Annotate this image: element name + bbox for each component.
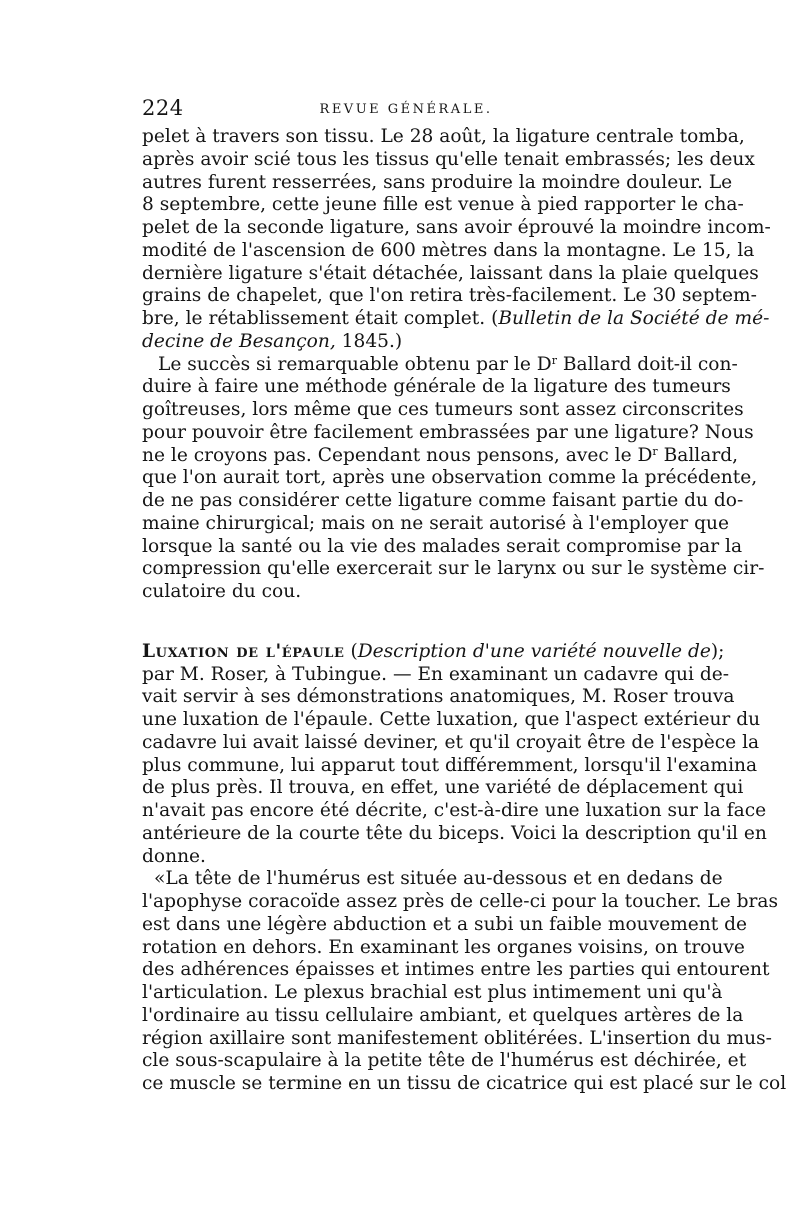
page-header: [142, 96, 670, 122]
text-line: [142, 308, 770, 331]
text-line: culatoire du cou.: [142, 581, 302, 602]
text-line: goîtreuses, lors même que ces tumeurs sont assez circonscrites: [142, 399, 744, 420]
text-run: (: [344, 640, 358, 662]
text-line: dernière ligature s'était détachée, laissant dans la plaie quelques: [142, 262, 759, 284]
text-line: une luxation de l'épaule. Cette luxation, que l'aspect extérieur du: [142, 709, 761, 730]
text-line: autres furent resserrées, sans produire la moindre douleur. Le: [142, 171, 733, 193]
text-line: après avoir scié tous les tissus qu'elle tenait embrassés; les deux: [142, 148, 755, 170]
text-run: Le succès si remarquable obtenu par le D: [158, 353, 552, 375]
text-line: l'articulation. Le plexus brachial est plus intimement uni qu'à: [142, 982, 723, 1003]
text-line: ce muscle se termine en un tissu de cicatrice qui est placé sur le col: [142, 1073, 787, 1094]
text-run: bre, le rétablissement était complet. (: [142, 308, 499, 329]
text-line: [142, 444, 739, 468]
text-line: donne.: [142, 845, 206, 867]
text-line: est dans une légère abduction et a subi un faible mouvement de: [142, 913, 748, 935]
paragraph-discussion: [142, 353, 765, 604]
text-line: [142, 353, 738, 377]
text-line: pelet à travers son tissu. Le 28 août, la ligature centrale tomba,: [142, 126, 745, 147]
text-line: compression qu'elle exercerait sur le larynx ou sur le système cir-: [142, 558, 765, 580]
text-line: cadavre lui avait laissé deviner, et qu'il croyait être de l'espèce la: [142, 731, 760, 753]
text-line: que l'on aurait tort, après une observation comme la précédente,: [142, 467, 758, 489]
text-line: des adhérences épaisses et intimes entre les parties qui entourent: [142, 959, 770, 981]
text-run: ne le croyons pas. Cependant nous pensons, avec le D: [142, 444, 653, 466]
citation-year: 1845.): [335, 330, 403, 352]
text-line: 8 septembre, cette jeune fille est venue à pied rapporter le cha-: [142, 194, 744, 216]
text-line: n'avait pas encore été décrite, c'est-à-dire une luxation sur la face: [142, 800, 767, 821]
superscript: r: [652, 444, 658, 458]
text-line: l'apophyse coracoïde assez près de celle-ci pour la toucher. Le bras: [142, 891, 779, 912]
paragraph-ligature-case: [142, 126, 771, 354]
text-line: de plus près. Il trouva, en effet, une variété de déplacement qui: [142, 777, 744, 799]
text-line: antérieure de la courte tête du biceps. Voici la description qu'il en: [142, 822, 767, 844]
text-line: [142, 640, 725, 664]
text-line: vait servir à ses démonstrations anatomiques, M. Roser trouva: [142, 686, 735, 708]
running-title: REVUE GÉNÉRALE.: [319, 102, 493, 117]
text-run: Ballard doit-il con-: [556, 353, 738, 375]
section-title: Luxation de l'épaule: [142, 640, 345, 662]
text-line: l'ordinaire au tissu cellulaire ambiant, et quelques artères de la: [142, 1004, 744, 1026]
text-line: de ne pas considérer cette ligature comme faisant partie du do-: [142, 490, 744, 511]
text-line: [142, 331, 670, 354]
text-line: cle sous-scapulaire à la petite tête de l'humérus est déchirée, et: [142, 1050, 747, 1072]
text-line: duire à faire une méthode générale de la ligature des tumeurs: [142, 376, 731, 398]
superscript: r: [551, 353, 557, 367]
section-luxation: [142, 640, 767, 869]
text-line: lorsque la santé ou la vie des malades serait compromise par la: [142, 535, 743, 557]
text-run: );: [710, 640, 725, 662]
section-gap: [142, 604, 670, 641]
text-line: grains de chapelet, que l'on retira très-facilement. Le 30 septem-: [142, 285, 757, 307]
text-line: pour pouvoir être facilement embrassées par une ligature? Nous: [142, 421, 754, 443]
page-number: 224: [142, 96, 184, 120]
text-line: maine chirurgical; mais on ne serait autorisé à l'employer que: [142, 512, 729, 534]
citation-title: Bulletin de la Société de mé-: [498, 308, 770, 329]
quoted-description: [142, 868, 787, 1096]
text-line: «La tête de l'humérus est située au-dessous et en dedans de: [154, 868, 723, 890]
text-line: pelet de la seconde ligature, sans avoir éprouvé la moindre incom-: [142, 217, 771, 238]
text-line: région axillaire sont manifestement oblitérées. L'insertion du mus-: [142, 1027, 772, 1049]
body-text: [142, 126, 787, 1096]
text-line: modité de l'ascension de 600 mètres dans la montagne. Le 15, la: [142, 239, 755, 261]
text-run: Ballard,: [657, 444, 739, 466]
text-line: par M. Roser, à Tubingue. — En examinant un cadavre qui de-: [142, 663, 730, 685]
section-subtitle: Description d'une variété nouvelle de: [357, 640, 711, 662]
text-line: plus commune, lui apparut tout différemment, lorsqu'il l'examina: [142, 754, 758, 776]
text-line: rotation en dehors. En examinant les organes voisins, on trouve: [142, 936, 745, 958]
citation-title: decine de Besançon,: [142, 330, 336, 352]
